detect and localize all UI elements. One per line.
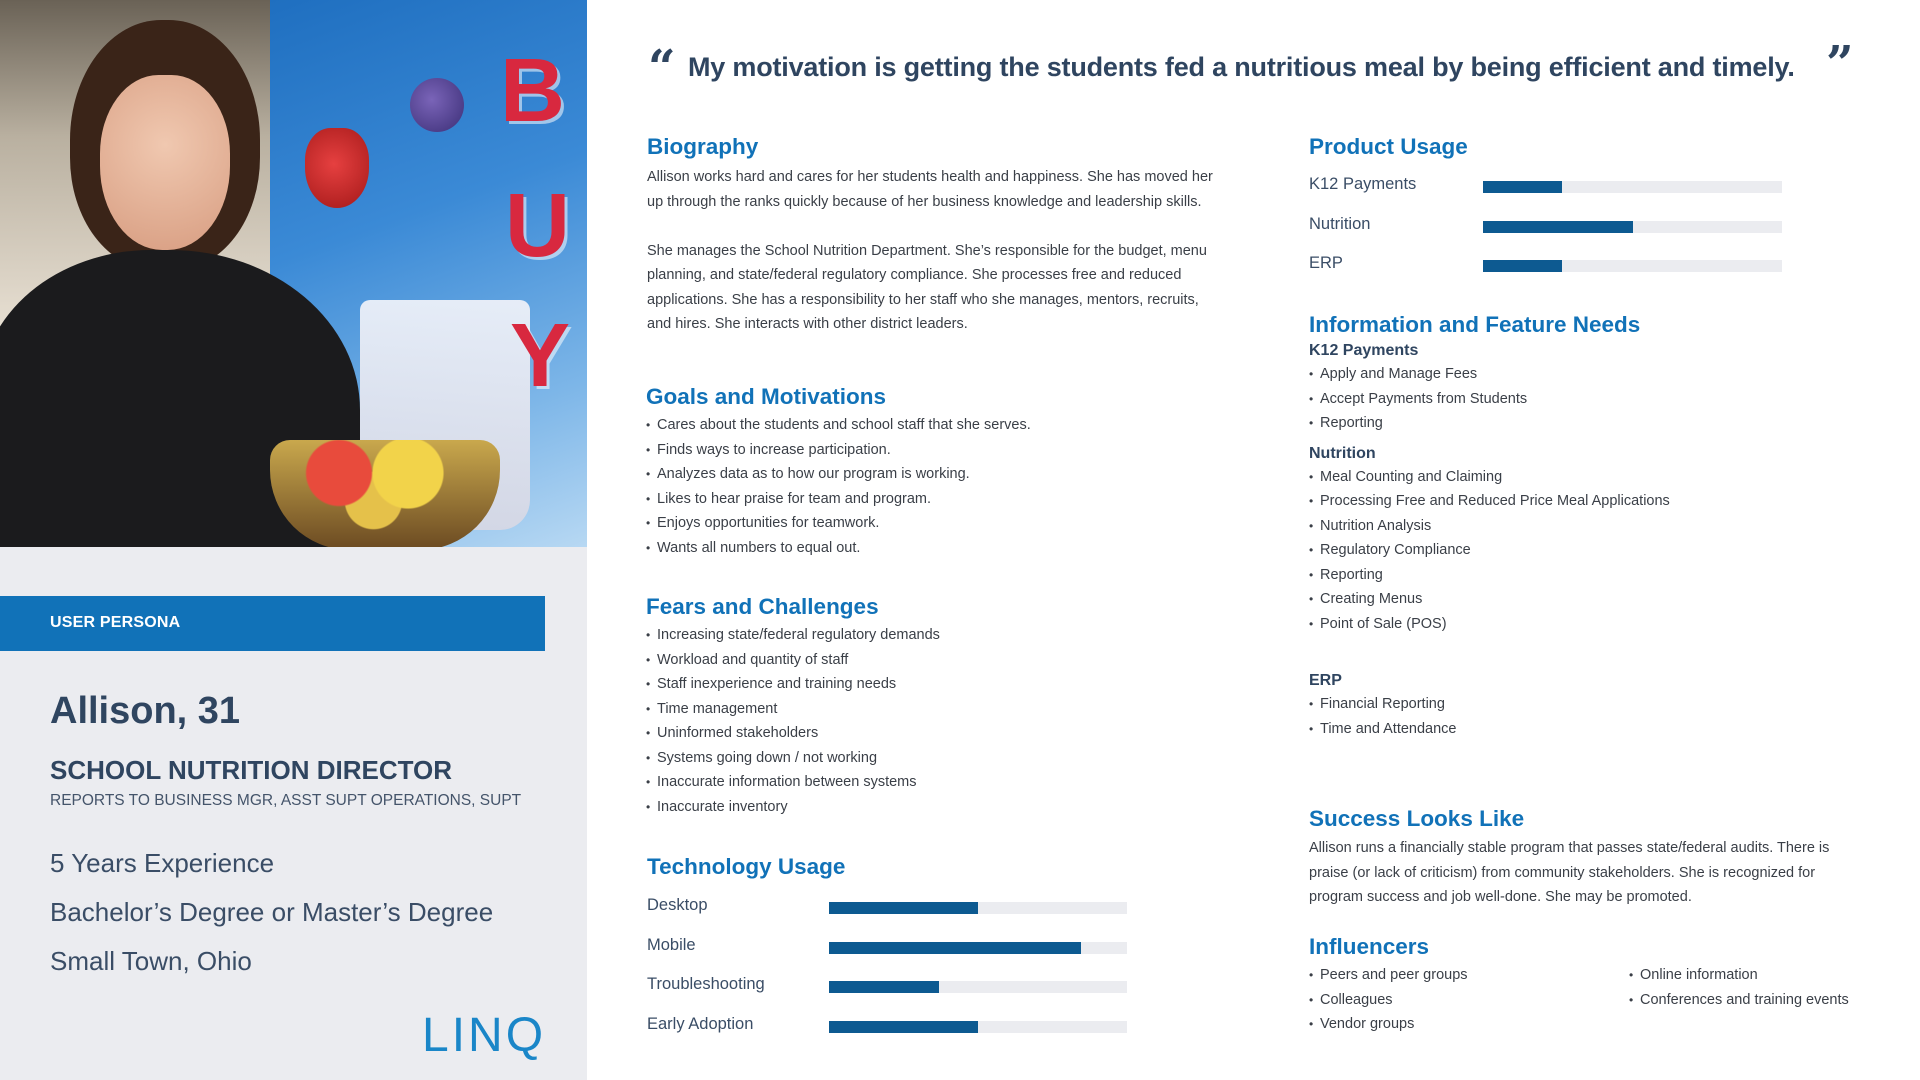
usage-row-mobile [647,936,1187,976]
biography-paragraph: Allison works hard and cares for her students health and happiness. She has moved her up through the ranks quickly because of her business knowledge and leadership skills. [647,169,1213,210]
persona-name: Allison, 31 [50,690,241,732]
list-item: • Staff inexperience and training needs [646,672,1226,697]
product-bar-track [1483,221,1782,233]
photo-blueberry [410,78,464,132]
usage-bar-track [829,1021,1127,1033]
technology-usage-heading: Technology Usage [647,854,846,879]
list-item: • Inaccurate information between systems [646,770,1226,795]
usage-bar-fill [829,902,978,914]
influencers-list [1629,963,1849,1037]
usage-row-desktop [647,896,1187,936]
fears-section [646,594,1226,819]
list-item: • Time management [646,697,1226,722]
success-section [1309,806,1869,910]
usage-label: Desktop [647,896,708,914]
biography-section [647,134,1227,337]
list-item: • Meal Counting and Claiming [1309,465,1869,490]
user-persona-banner [0,596,545,651]
product-bar-fill [1483,221,1633,233]
usage-bar-track [829,942,1127,954]
needs-list [1309,362,1869,436]
feature-needs-heading: Information and Feature Needs [1309,312,1641,337]
usage-row-early-adoption [647,1015,1187,1055]
usage-label: Early Adoption [647,1014,754,1033]
list-item: • Vendor groups [1309,1012,1629,1037]
product-label: Nutrition [1309,214,1371,233]
persona-role: SCHOOL NUTRITION DIRECTOR [50,755,453,785]
list-item: • Regulatory Compliance [1309,538,1869,563]
needs-group-k12-payments [1309,342,1869,436]
persona-reports-to: REPORTS TO BUSINESS MGR, ASST SUPT OPERATIONS, SUPT [50,792,522,809]
photo-poster-letter: B [500,41,565,141]
open-quote-icon: “ [648,40,676,96]
list-item: • Point of Sale (POS) [1309,612,1869,637]
goals-list [646,413,1226,560]
fears-heading: Fears and Challenges [646,594,879,619]
list-item: • Colleagues [1309,988,1629,1013]
usage-bar-track [829,981,1127,993]
photo-face [100,75,230,250]
influencers-section [1309,934,1909,1037]
list-item: • Inaccurate inventory [646,795,1226,820]
technology-usage-section [647,854,1187,1054]
list-item: • Peers and peer groups [1309,963,1629,988]
goals-heading: Goals and Motivations [646,384,887,409]
product-bar-fill [1483,181,1562,193]
linq-logo: LINQ [422,1009,547,1062]
needs-group-nutrition [1309,445,1869,637]
product-bar-track [1483,181,1782,193]
needs-group-title: K12 Payments [1309,342,1419,359]
usage-label: Troubleshooting [647,975,765,993]
list-item: • Wants all numbers to equal out. [646,536,1226,561]
product-usage-section [1309,134,1849,294]
product-label: ERP [1309,254,1343,272]
list-item: • Systems going down / not working [646,746,1226,771]
usage-bar-fill [829,1021,978,1033]
influencers-columns [1309,963,1909,1037]
photo-poster-letter: U [505,176,570,276]
biography-paragraph: She manages the School Nutrition Department. She’s responsible for the budget, menu planning, and state/federal regulatory compliance. She processes free and reduced applications. She has a responsibility to her staff who she manages, mentors, recruits, and hires. She interacts with other district leaders. [647,242,1207,332]
list-item: • Workload and quantity of staff [646,648,1226,673]
list-item: • Enjoys opportunities for teamwork. [646,511,1226,536]
usage-row-troubleshooting [647,975,1187,1015]
influencers-list [1309,963,1629,1037]
persona-photo [0,0,587,547]
usage-bar-fill [829,981,939,993]
needs-group-title: ERP [1309,672,1342,689]
product-bar-fill [1483,260,1562,272]
list-item: • Analyzes data as to how our program is working. [646,462,1226,487]
close-quote-icon: ” [1826,36,1854,92]
list-item: • Finds ways to increase participation. [646,438,1226,463]
photo-fruit-basket [270,440,500,547]
list-item: • Cares about the students and school staff that she serves. [646,413,1226,438]
fact-location: Small Town, Ohio [50,946,252,976]
persona-panel [0,0,587,1080]
list-item: • Likes to hear praise for team and program. [646,487,1226,512]
needs-group-title: Nutrition [1309,444,1376,462]
product-row-erp [1309,254,1849,294]
persona-facts [50,848,493,995]
list-item: • Conferences and training events [1629,988,1849,1013]
list-item: • Processing Free and Reduced Price Meal Applications [1309,489,1869,514]
fact-experience: 5 Years Experience [50,848,275,878]
photo-strawberry [305,128,369,208]
usage-bar-fill [829,942,1081,954]
photo-poster-letter: Y [510,306,571,406]
list-item: • Creating Menus [1309,587,1869,612]
list-item: • Apply and Manage Fees [1309,362,1869,387]
needs-list [1309,465,1869,637]
success-text: Allison runs a financially stable program that passes state/federal audits. There is praise (or lack of criticism) from community stakeholders. She is recognized for program success and job well-done. She may be promoted. [1309,840,1830,905]
list-item: • Financial Reporting [1309,692,1869,717]
product-bar-track [1483,260,1782,272]
list-item: • Accept Payments from Students [1309,387,1869,412]
list-item: • Nutrition Analysis [1309,514,1869,539]
quote-text: My motivation is getting the students fed a nutritious meal by being efficient and timely. [688,52,1795,82]
list-item: • Online information [1629,963,1849,988]
goals-section [646,384,1226,560]
product-row-nutrition [1309,215,1849,255]
list-item: • Time and Attendance [1309,717,1869,742]
banner-label: USER PERSONA [50,614,181,631]
list-item: • Uninformed stakeholders [646,721,1226,746]
motivation-quote [648,36,1898,100]
list-item: • Reporting [1309,411,1869,436]
success-heading: Success Looks Like [1309,806,1525,831]
list-item: • Reporting [1309,563,1869,588]
product-label: K12 Payments [1309,175,1417,193]
product-row-k12-payments [1309,175,1849,215]
influencers-heading: Influencers [1309,934,1430,959]
product-usage-heading: Product Usage [1309,134,1468,159]
feature-needs-section [1309,312,1869,750]
usage-bar-track [829,902,1127,914]
list-item: • Increasing state/federal regulatory demands [646,623,1226,648]
biography-heading: Biography [647,134,759,159]
fact-education: Bachelor’s Degree or Master’s Degree [50,897,494,927]
fears-list [646,623,1226,819]
needs-group-erp [1309,672,1869,741]
usage-label: Mobile [647,935,696,954]
needs-list [1309,692,1869,741]
